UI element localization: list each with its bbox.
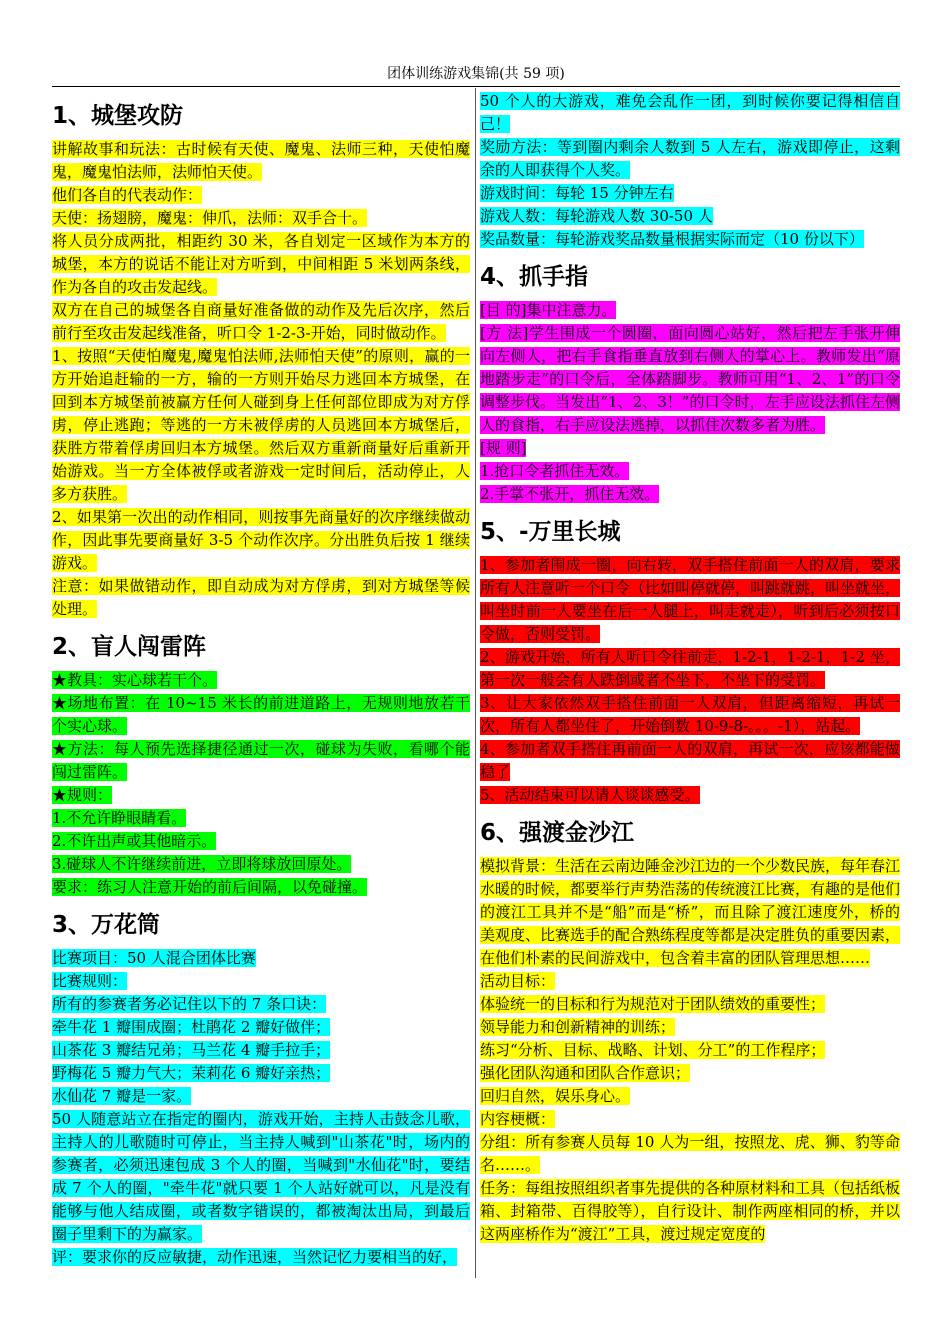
paragraph-text: 比赛规则： (52, 972, 128, 990)
paragraph (480, 1108, 900, 1131)
paragraph (52, 993, 470, 1016)
paragraph (52, 230, 470, 299)
paragraph-text: [规 则] (480, 439, 527, 457)
paragraph (52, 299, 470, 345)
paragraph-text: 2、游戏开始，所有人听口令往前走，1-2-1，1-2-1，1-2 坐，第一次一般会有人跌倒或者不坐下，不坐下的受罚。 (480, 648, 900, 689)
paragraph (480, 437, 900, 460)
paragraph (52, 947, 470, 970)
paragraph (480, 1062, 900, 1085)
paragraph (480, 738, 900, 784)
paragraph (52, 1108, 470, 1246)
paragraph (52, 738, 470, 784)
paragraph (52, 784, 470, 807)
paragraph-text: 50 人随意站立在指定的圈内，游戏开始，主持人击鼓念儿歌，主持人的儿歌随时可停止，当主持人喊到"山茶花"时，场内的参赛者，必须迅速包成 3 个人的圈，当喊到"水仙花"时，要结成 7 个人的圈，"牵牛花"就只要 1 个人站好就可以，凡是没有能够与他人结成圈，或者数字错误的，都被淘汰出局，到最后圈子里剩下的为赢家。 (52, 1110, 470, 1243)
paragraph-text: 所有的参赛者务必记住以下的 7 条口诀： (52, 995, 327, 1013)
paragraph (52, 1039, 470, 1062)
paragraph-text: 游戏时间：每轮 15 分钟左右 (480, 184, 674, 202)
paragraph-text: 牵牛花 1 瓣围成圈；杜鹃花 2 瓣好做伴； (52, 1018, 331, 1036)
paragraph (52, 138, 470, 184)
paragraph-text: 1.抢口令者抓住无效。 (480, 462, 630, 480)
paragraph-text: 练习“分析、目标、战略、计划、分工”的工作程序； (480, 1041, 826, 1059)
paragraph (480, 646, 900, 692)
paragraph-text: 1、按照“天使怕魔鬼,魔鬼怕法师,法师怕天使”的原则，赢的一方开始追赶输的一方，输的一方则开始尽力逃回本方城堡，在回到本方城堡前被赢方任何人碰到身上任何部位即成为对方俘虏，停止逃跑；等逃的一方未被俘虏的人员逃回本方城堡后，获胜方带着俘虏回归本方城堡。然后双方重新商量好后重新开始游戏。当一方全体被俘或者游戏一定时间后，活动停止，人多方获胜。 (52, 347, 470, 503)
paragraph-text: 1.不允许睁眼睛看。 (52, 809, 187, 827)
paragraph (52, 506, 470, 575)
paragraph-text: 活动目标： (480, 972, 556, 990)
paragraph-text: 50 个人的大游戏，难免会乱作一团，到时候你要记得相信自己！ (480, 92, 900, 133)
paragraph (52, 807, 470, 830)
paragraph-text: 水仙花 7 瓣是一家。 (52, 1087, 192, 1105)
section-heading: 2、盲人闯雷阵 (52, 634, 207, 660)
paragraph-text: 双方在自己的城堡各自商量好准备做的动作及先后次序，然后前行至攻击发起线准备，听口令 1-2-3-开始，同时做动作。 (52, 301, 470, 342)
paragraph (52, 853, 470, 876)
paragraph-text: 分组：所有参赛人员每 10 人为一组，按照龙、虎、狮、豹等命名……。 (480, 1133, 900, 1174)
paragraph (480, 1039, 900, 1062)
paragraph (52, 876, 470, 899)
paragraph (52, 575, 470, 621)
paragraph (480, 228, 900, 251)
paragraph-text: 强化团队沟通和团队合作意识； (480, 1064, 691, 1082)
paragraph (480, 784, 900, 807)
paragraph (52, 669, 470, 692)
paragraph (52, 345, 470, 506)
paragraph-text: 任务：每组按照组织者事先提供的各种原材料和工具（包括纸板箱、封箱带、百得胶等），自行设计、制作两座相同的桥，并以这两座桥作为“渡江”工具，渡过规定宽度的 (480, 1179, 900, 1243)
header-rule (52, 86, 900, 87)
section-heading: 4、抓手指 (480, 264, 589, 290)
paragraph (480, 855, 900, 970)
paragraph-text: 模拟背景：生活在云南边陲金沙江边的一个少数民族，每年春江水暖的时候，都要举行声势浩荡的传统渡江比赛，有趣的是他们的渡江工具并不是“船”而是“桥”，而且除了渡江速度外，桥的美观度、比赛选手的配合熟练程度等都是决定胜负的重要因素，在他们朴素的民间游戏中，包含着丰富的团队管理思想…… (480, 857, 900, 967)
paragraph-text: 注意：如果做错动作，即自动成为对方俘虏，到对方城堡等候处理。 (52, 577, 470, 618)
paragraph-text: 3.碰球人不许继续前进，立即将球放回原处。 (52, 855, 352, 873)
paragraph-text: 体验统一的目标和行为规范对于团队绩效的重要性； (480, 995, 826, 1013)
paragraph-text: ★规则： (52, 786, 113, 804)
paragraph-text: 比赛项目：50 人混合团体比赛 (52, 949, 256, 967)
paragraph (52, 692, 470, 738)
paragraph (480, 1085, 900, 1108)
paragraph (480, 90, 900, 136)
paragraph-text: 评：要求你的反应敏捷，动作迅速，当然记忆力要相当的好， (52, 1248, 458, 1266)
paragraph-text: 3、让大家依然双手搭住前面一人双肩，但距离缩短，再试一次，所有人都坐住了，开始倒数 10-9-8-。。。-1），站起。 (480, 694, 900, 735)
paragraph-text: 奖励方法：等到圈内剩余人数到 5 人左右，游戏即停止，这剩余的人即获得个人奖。 (480, 138, 900, 179)
paragraph (480, 692, 900, 738)
section-heading: 5、-万里长城 (480, 519, 621, 545)
paragraph-text: 2.手掌不张开，抓住无效。 (480, 485, 660, 503)
page-header: 团体训练游戏集锦(共 59 项) (387, 66, 565, 82)
paragraph (52, 970, 470, 993)
paragraph-text: 山茶花 3 瓣结兄弟；马兰花 4 瓣手拉手； (52, 1041, 331, 1059)
paragraph-text: ★方法：每人预先选择捷径通过一次，碰球为失败，看哪个能闯过雷阵。 (52, 740, 470, 781)
paragraph-text: ★场地布置：在 10~15 米长的前进道路上，无规则地放若干个实心球。 (52, 694, 470, 735)
paragraph (52, 1246, 470, 1269)
paragraph-text: 将人员分成两批，相距约 30 米，各自划定一区域作为本方的城堡，本方的说话不能让对方听到，中间相距 5 米划两条线，作为各自的攻击发起线。 (52, 232, 470, 296)
paragraph-text: 1、参加者围成一圈，向右转，双手搭住前面一人的双肩，要求所有人注意听一个口令（比如叫停就停，叫跳就跳，叫坐就坐，叫坐时前一人要坐在后一人腿上，叫走就走），听到后必须按口令做，否则受罚。 (480, 556, 900, 643)
paragraph-text: 奖品数量：每轮游戏奖品数量根据实际而定（10 份以下） (480, 230, 864, 248)
right-column (480, 90, 900, 1280)
left-column (52, 90, 470, 1280)
paragraph-text: 他们各自的代表动作： (52, 186, 203, 204)
paragraph (480, 136, 900, 182)
paragraph (480, 483, 900, 506)
paragraph-text: 内容梗概： (480, 1110, 556, 1128)
section-heading: 1、城堡攻防 (52, 103, 184, 129)
paragraph-text: 5、活动结束可以请人谈谈感受。 (480, 786, 700, 804)
paragraph-text: 天使：扬翅膀，魔鬼：伸爪，法师：双手合十。 (52, 209, 368, 227)
paragraph-text: 要求：练习人注意开始的前后间隔，以免碰撞。 (52, 878, 368, 896)
paragraph (480, 460, 900, 483)
paragraph (480, 1177, 900, 1246)
paragraph (52, 1062, 470, 1085)
paragraph (52, 1016, 470, 1039)
paragraph-text: 领导能力和创新精神的训练； (480, 1018, 676, 1036)
paragraph (52, 1085, 470, 1108)
paragraph-text: 2、如果第一次出的动作相同，则按事先商量好的次序继续做动作，因此事先要商量好 3-5 个动作次序。分出胜负后按 1 继续游戏。 (52, 508, 470, 572)
section-heading: 3、万花筒 (52, 912, 161, 938)
paragraph-text: 讲解故事和玩法：古时候有天使、魔鬼、法师三种，天使怕魔鬼，魔鬼怕法师，法师怕天使。 (52, 140, 470, 181)
paragraph-text: [方 法]学生围成一个圆圈，面向圆心站好，然后把左手张开伸向左侧人，把右手食指垂直放到右侧人的掌心上。教师发出“原地踏步走”的口令后，全体踏脚步。教师可用“1、2、1”的口令调整步伐。当发出“1、2、3！”的口令时，左手应设法抓住左侧人的食指，右手应设法逃掉，以抓住次数多者为胜。 (480, 324, 900, 434)
paragraph (480, 993, 900, 1016)
paragraph-text: 回归自然，娱乐身心。 (480, 1087, 631, 1105)
paragraph-text: 4、参加者双手搭住再前面一人的双肩，再试一次，应该都能做稳了 (480, 740, 900, 781)
paragraph (480, 322, 900, 437)
paragraph (52, 207, 470, 230)
paragraph (480, 299, 900, 322)
paragraph-text: [目 的]集中注意力。 (480, 301, 617, 319)
paragraph (52, 830, 470, 853)
paragraph-text: ★教具：实心球若干个。 (52, 671, 218, 689)
paragraph-text: 2.不许出声或其他暗示。 (52, 832, 217, 850)
paragraph (52, 184, 470, 207)
paragraph (480, 205, 900, 228)
paragraph (480, 1131, 900, 1177)
paragraph (480, 970, 900, 993)
section-heading: 6、强渡金沙江 (480, 820, 635, 846)
paragraph-text: 游戏人数：每轮游戏人数 30-50 人 (480, 207, 713, 225)
paragraph (480, 1016, 900, 1039)
paragraph-text: 野梅花 5 瓣力气大；茉莉花 6 瓣好亲热； (52, 1064, 331, 1082)
column-divider (475, 88, 476, 1278)
paragraph (480, 554, 900, 646)
paragraph (480, 182, 900, 205)
